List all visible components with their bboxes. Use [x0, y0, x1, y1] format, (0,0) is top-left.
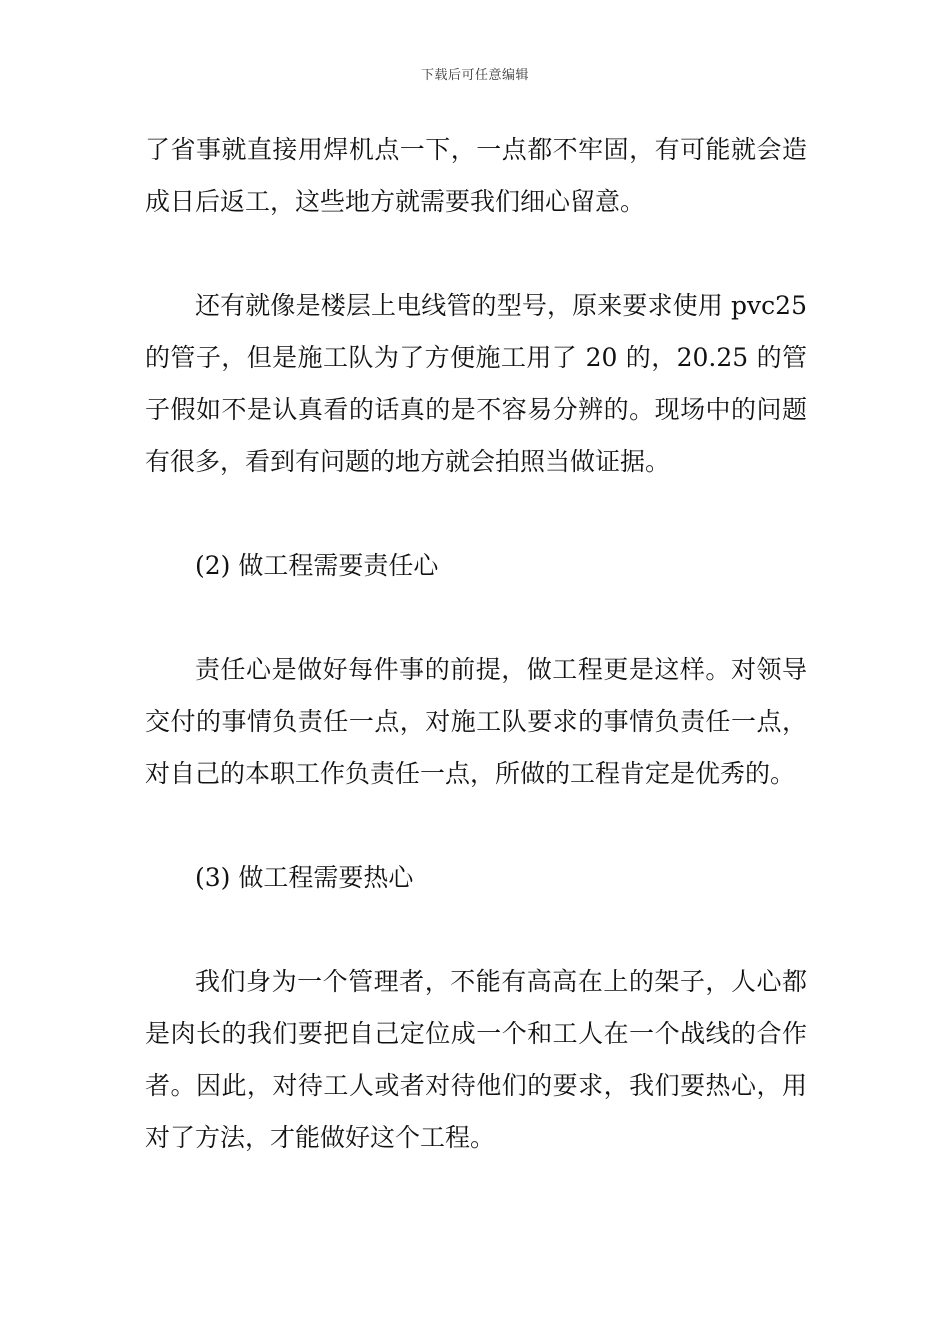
- paragraph-conduit-example: 还有就像是楼层上电线管的型号，原来要求使用 pvc25 的管子，但是施工队为了方便施工用了 20 的，20.25 的管子假如不是认真看的话真的是不容易分辨的。现场中的问题有很多，看到有问题的地方就会拍照当做证据。: [145, 291, 807, 476]
- document-body: [145, 124, 807, 1216]
- paragraph-continuation: 了省事就直接用焊机点一下，一点都不牢固，有可能就会造成日后返工，这些地方就需要我们细心留意。: [145, 135, 807, 216]
- page-header: 下载后可任意编辑: [420, 68, 529, 83]
- paragraph-responsibility: 责任心是做好每件事的前提，做工程更是这样。对领导交付的事情负责任一点，对施工队要求的事情负责任一点，对自己的本职工作负责任一点，所做的工程肯定是优秀的。: [145, 655, 807, 788]
- section-heading-responsibility: (2) 做工程需要责任心: [195, 551, 439, 580]
- section-heading-enthusiasm: (3) 做工程需要热心: [195, 863, 414, 892]
- paragraph-enthusiasm: 我们身为一个管理者，不能有高高在上的架子，人心都是肉长的我们要把自己定位成一个和工人在一个战线的合作者。因此，对待工人或者对待他们的要求，我们要热心，用对了方法，才能做好这个工程。: [145, 967, 807, 1152]
